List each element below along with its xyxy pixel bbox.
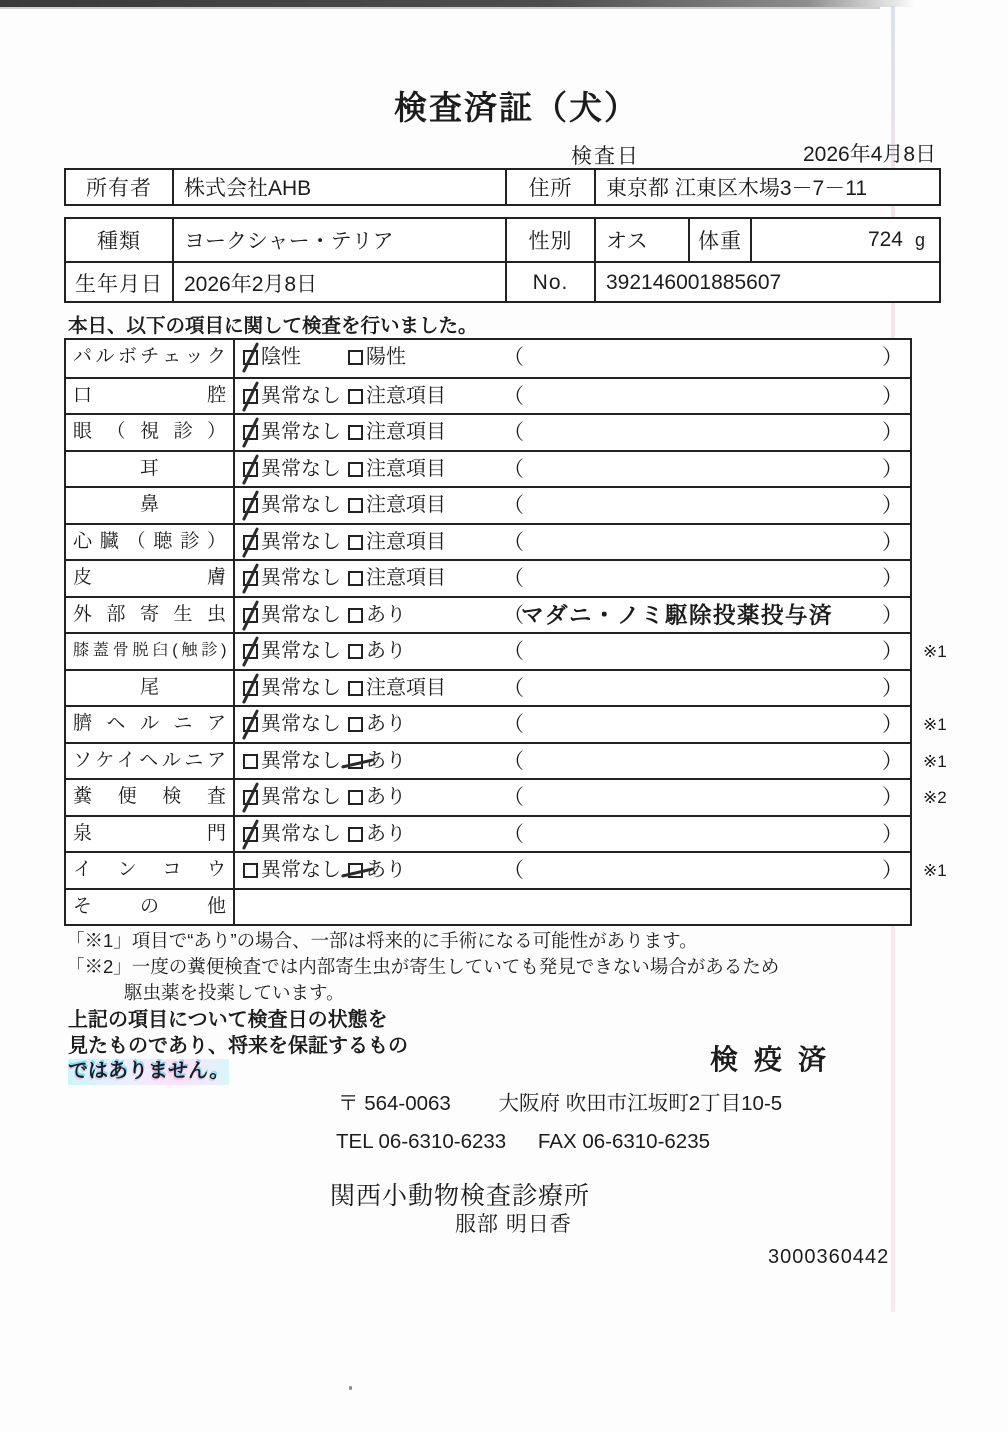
checkbox-row12-option2[interactable]	[348, 754, 363, 769]
owner-value: 株式会社AHB	[172, 170, 505, 204]
sex-label: 性別	[505, 219, 594, 261]
checkbox-row9-option1[interactable]	[243, 644, 258, 659]
checkbox-row2-option2[interactable]	[348, 389, 363, 404]
birth-value: 2026年2月8日	[172, 263, 505, 303]
inspection-item-label: 外部寄生虫	[66, 598, 235, 633]
clinic-fax: FAX 06-6310-6235	[537, 1130, 711, 1153]
inspection-row-6	[66, 523, 910, 560]
document-number: 3000360442	[768, 1246, 890, 1268]
weight-value: 724	[867, 228, 903, 251]
option-label: 注意項目	[366, 567, 446, 589]
checkbox-box-icon	[348, 790, 363, 805]
checkbox-row6-option1[interactable]	[243, 535, 258, 550]
paren-open: （	[503, 713, 524, 736]
checkbox-row5-option2[interactable]	[348, 498, 363, 513]
checkbox-box-icon	[348, 571, 363, 586]
option-o2	[348, 853, 406, 887]
option-o2	[348, 817, 406, 851]
option-o1	[243, 379, 341, 413]
checkbox-row15-option1[interactable]	[243, 863, 258, 878]
inspection-row-15	[66, 851, 947, 888]
option-label: 異常なし	[261, 786, 341, 808]
inspection-row-10	[66, 669, 910, 706]
sex-value: オス	[594, 219, 688, 261]
checkbox-row12-option1[interactable]	[243, 754, 258, 769]
option-o1	[243, 780, 341, 814]
inspection-row-9	[66, 632, 947, 669]
intro-text: 本日、以下の項目に関して検査を行いました。	[68, 315, 478, 337]
option-label: あり	[366, 713, 406, 735]
checkbox-box-icon	[348, 717, 363, 732]
inspection-row-7	[66, 559, 910, 596]
paren-open: （	[503, 421, 524, 444]
inspection-item-label: ソケイヘルニア	[66, 744, 235, 779]
paren-close: ）	[882, 530, 903, 554]
checkbox-row7-option1[interactable]	[243, 571, 258, 586]
checkbox-row8-option1[interactable]	[243, 608, 258, 623]
paren-open: （	[503, 822, 524, 846]
option-label: 異常なし	[261, 822, 341, 845]
inspection-row-fields	[235, 598, 910, 633]
weight-unit: g	[914, 229, 925, 250]
paren-close: ）	[882, 713, 903, 736]
option-label: 異常なし	[261, 676, 341, 699]
option-label: あり	[366, 749, 406, 772]
option-label: 異常なし	[261, 713, 341, 735]
inspection-row-fields	[235, 744, 910, 779]
inspection-item-label: インコウ	[66, 853, 235, 888]
inspection-item-label: 鼻	[66, 488, 235, 523]
inspection-row-11	[66, 705, 947, 742]
checkbox-box-icon	[348, 681, 363, 696]
inspection-date-value: 2026年4月8日	[803, 143, 937, 166]
inspection-row-5	[66, 486, 910, 523]
inspection-row-fields	[235, 671, 910, 706]
option-label: 注意項目	[366, 457, 446, 480]
paren-close: ）	[882, 494, 903, 517]
option-label: 注意項目	[366, 494, 446, 516]
checkbox-row11-option2[interactable]	[348, 717, 363, 732]
inspection-row-16	[66, 888, 910, 925]
inspection-row-fields	[235, 634, 910, 669]
option-o2	[348, 744, 406, 778]
paren-close: ）	[882, 567, 903, 590]
inspection-row-3	[66, 413, 910, 450]
paren-open: （	[503, 676, 524, 700]
footnote-marker: ※1	[923, 751, 947, 771]
footnote-marker: ※2	[923, 788, 947, 807]
checkbox-row5-option1[interactable]	[243, 498, 258, 513]
option-label: 異常なし	[261, 567, 341, 589]
option-o1	[243, 744, 341, 778]
paren-close: ）	[882, 786, 903, 809]
paren-close: ）	[882, 384, 903, 408]
option-o2	[348, 671, 446, 705]
disclaimer	[68, 1008, 408, 1085]
option-o2	[348, 379, 446, 413]
breed-value: ヨークシャー・テリア	[172, 219, 505, 261]
scan-artifact-top-line	[0, 7, 880, 9]
no-label: No.	[505, 263, 594, 303]
option-o2	[348, 415, 446, 449]
checkbox-box-icon	[348, 644, 363, 659]
inspection-date-label: 検査日	[571, 145, 640, 168]
checkbox-row1-option2[interactable]	[348, 350, 363, 365]
paren-open: （	[503, 346, 524, 369]
checkbox-row8-option2[interactable]	[348, 608, 363, 623]
paren-close: ）	[882, 859, 903, 882]
examiner-name: 服部 明日香	[455, 1213, 572, 1236]
inspection-item-label: 口腔	[66, 379, 235, 414]
option-o1	[243, 598, 341, 632]
checkbox-box-icon	[348, 498, 363, 513]
inspection-item-label: 心臓（聴診）	[66, 525, 235, 560]
option-o1	[243, 488, 341, 522]
checkbox-row3-option2[interactable]	[348, 425, 363, 440]
checkbox-box-icon	[243, 863, 258, 878]
paren-open: （	[503, 786, 524, 809]
option-label: あり	[366, 603, 406, 626]
inspection-row-14	[66, 815, 910, 852]
inspection-table	[64, 338, 947, 926]
disclaimer-line-3: ではありません。	[68, 1059, 229, 1085]
checkbox-row3-option1[interactable]	[243, 425, 258, 440]
inspection-row-fields	[235, 340, 910, 377]
checkbox-row15-option2[interactable]	[348, 863, 363, 878]
inspection-item-label: 糞便検査	[66, 780, 235, 815]
option-label: あり	[366, 640, 406, 662]
footnote-marker: ※1	[923, 715, 947, 734]
paren-open: （	[503, 567, 524, 590]
option-o2	[348, 707, 406, 741]
inspection-row-fields	[235, 817, 910, 852]
option-o1	[243, 634, 341, 668]
paren-open: （	[503, 384, 524, 408]
inspection-row-fields	[235, 853, 910, 888]
inspection-row-fields	[235, 379, 910, 414]
option-o1	[243, 340, 301, 374]
checkbox-box-icon	[348, 462, 363, 477]
paren-open: （	[503, 859, 524, 882]
footnote-2-continued: 駆虫薬を投薬しています。	[124, 982, 345, 1003]
disclaimer-line-1: 上記の項目について検査日の状態を	[68, 1009, 388, 1031]
option-label: 異常なし	[261, 603, 341, 626]
option-o2	[348, 488, 446, 522]
clinic-name: 関西小動物検査診療所	[330, 1182, 591, 1210]
option-o1	[243, 853, 341, 887]
option-o1	[243, 525, 341, 559]
paren-open: （	[503, 640, 524, 663]
clinic-postal-code: 〒 564-0063	[338, 1092, 451, 1115]
clinic-tel-line	[336, 1130, 710, 1154]
footnote-1: 「※1」項目で“あり”の場合、一部は将来的に手術になる可能性があります。	[66, 930, 698, 951]
owner-table	[64, 168, 941, 206]
paren-close: ）	[882, 640, 903, 663]
option-o1	[243, 561, 341, 595]
page-title: 検査済証（犬）	[394, 89, 639, 126]
checkbox-row14-option1[interactable]	[243, 827, 258, 842]
option-o2	[348, 452, 446, 486]
paren-open: （	[503, 494, 524, 517]
checkbox-box-icon	[348, 425, 363, 440]
paren-open: （	[503, 530, 524, 554]
option-label: 注意項目	[366, 676, 446, 699]
option-o1	[243, 707, 341, 741]
checkbox-row10-option2[interactable]	[348, 681, 363, 696]
owner-label: 所有者	[86, 177, 152, 200]
inspection-row-fields	[235, 452, 910, 487]
weight-value-cell	[750, 219, 939, 261]
clinic-address: 大阪府 吹田市江坂町2丁目10-5	[498, 1092, 783, 1115]
option-label: 異常なし	[261, 494, 341, 516]
inspection-row-fields	[235, 707, 910, 742]
checkbox-box-icon	[348, 535, 363, 550]
option-label: 陰性	[261, 346, 301, 368]
inspection-item-label: 皮膚	[66, 561, 235, 596]
option-label: 異常なし	[261, 749, 341, 772]
inspection-row-fields	[235, 488, 910, 523]
address-label: 住所	[505, 170, 594, 204]
option-o2	[348, 340, 406, 374]
option-o1	[243, 817, 341, 851]
checkbox-row14-option2[interactable]	[348, 827, 363, 842]
paren-open: （	[503, 749, 524, 773]
remark-text: マダニ・ノミ駆除投薬投与済	[521, 602, 834, 628]
option-label: あり	[366, 859, 406, 881]
footnote-2: 「※2」一度の糞便検査では内部寄生虫が寄生していても発見できない場合があるため	[66, 956, 780, 977]
address-value: 東京都 江東区木場3－7－11	[594, 170, 939, 204]
clinic-tel: TEL 06-6310-6233	[336, 1130, 507, 1153]
checkbox-box-icon	[348, 608, 363, 623]
pet-info-table	[64, 217, 941, 303]
option-o2	[348, 634, 406, 668]
paren-open: （	[503, 457, 524, 481]
checkbox-box-icon	[348, 389, 363, 404]
option-o1	[243, 671, 341, 705]
option-label: 異常なし	[261, 640, 341, 662]
scan-speck	[349, 1386, 352, 1390]
option-o2	[348, 598, 406, 632]
clinic-postal-line	[338, 1086, 782, 1116]
option-label: 異常なし	[261, 530, 341, 553]
option-o1	[243, 452, 341, 486]
inspection-item-label: 眼（視診）	[66, 415, 235, 450]
option-label: 異常なし	[261, 859, 341, 881]
inspection-row-fields	[235, 890, 910, 925]
checkbox-row11-option1[interactable]	[243, 717, 258, 732]
inspection-row-fields	[235, 525, 910, 560]
inspection-row-fields	[235, 561, 910, 596]
paren-close: ）	[882, 749, 903, 773]
inspection-item-label: 耳	[66, 452, 235, 487]
checkbox-box-icon	[243, 754, 258, 769]
paren-open: （	[503, 603, 524, 627]
inspection-row-8	[66, 596, 910, 633]
option-label: あり	[366, 786, 406, 808]
option-label: 異常なし	[261, 384, 341, 407]
inspection-item-label: 泉門	[66, 817, 235, 852]
inspection-item-label: 尾	[66, 671, 235, 706]
inspection-row-2	[66, 377, 910, 414]
inspection-row-4	[66, 450, 910, 487]
option-label: 注意項目	[366, 384, 446, 407]
paren-close: ）	[882, 457, 903, 481]
paren-close: ）	[882, 346, 903, 369]
checkbox-row13-option1[interactable]	[243, 790, 258, 805]
footnote-marker: ※1	[923, 642, 947, 661]
option-o2	[348, 525, 446, 559]
option-o2	[348, 561, 446, 595]
breed-label: 種類	[97, 230, 141, 253]
disclaimer-line-2: 見たものであり、将来を保証するもの	[68, 1034, 408, 1057]
paren-close: ）	[882, 603, 903, 627]
checkbox-row6-option2[interactable]	[348, 535, 363, 550]
checkbox-row9-option2[interactable]	[348, 644, 363, 659]
checkbox-box-icon	[348, 827, 363, 842]
inspection-row-1	[66, 340, 910, 377]
option-label: 注意項目	[366, 530, 446, 553]
checkbox-box-icon	[348, 350, 363, 365]
no-value: 392146001885607	[594, 263, 939, 303]
inspection-row-fields	[235, 415, 910, 450]
footnote-marker: ※1	[923, 861, 947, 880]
checkbox-row2-option1[interactable]	[243, 389, 258, 404]
inspection-row-fields	[235, 780, 910, 815]
quarantine-stamp: 検疫済	[710, 1044, 843, 1075]
footnotes	[66, 928, 779, 1006]
inspection-item-label: 膝蓋骨脱臼(触診)	[66, 634, 235, 669]
option-label: 異常なし	[261, 421, 341, 443]
inspection-item-label: その他	[66, 890, 235, 925]
checkbox-row10-option1[interactable]	[243, 681, 258, 696]
checkbox-row13-option2[interactable]	[348, 790, 363, 805]
scan-artifact-top-bar	[0, 0, 916, 7]
option-label: 注意項目	[366, 421, 446, 443]
checkbox-row4-option1[interactable]	[243, 462, 258, 477]
inspection-item-label: パルボチェック	[66, 340, 235, 377]
option-label: 異常なし	[261, 457, 341, 480]
paren-close: ）	[882, 822, 903, 846]
inspection-item-label: 臍ヘルニア	[66, 707, 235, 742]
inspection-row-12	[66, 742, 947, 779]
option-o2	[348, 780, 406, 814]
option-o1	[243, 415, 341, 449]
option-label: あり	[366, 822, 406, 845]
birth-label: 生年月日	[75, 273, 163, 296]
paren-close: ）	[882, 421, 903, 444]
weight-label: 体重	[688, 219, 750, 261]
checkbox-row7-option2[interactable]	[348, 571, 363, 586]
checkbox-row4-option2[interactable]	[348, 462, 363, 477]
checkbox-row1-option1[interactable]	[243, 350, 258, 365]
inspection-row-13	[66, 778, 947, 815]
paren-close: ）	[882, 676, 903, 700]
option-label: 陽性	[366, 346, 406, 368]
